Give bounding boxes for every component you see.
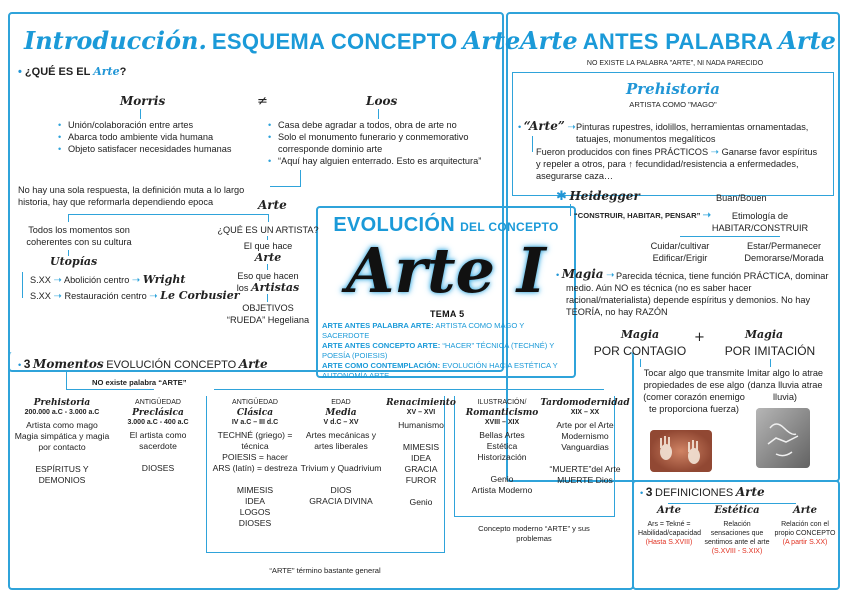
- loos-item: • Solo el monumento funerario y conmemorativo corresponde dominio arte: [268, 131, 498, 155]
- fueron-row: Fueron producidos con fines PRÁCTICOS ➝ Ganarse favor espíritus: [536, 147, 818, 158]
- def-note: (S.XVIII - S.XIX): [711, 548, 763, 555]
- momento-head: Tardomodernidad: [540, 398, 630, 408]
- moments-text: Todos los momentos son coherentes con su cultura: [26, 225, 132, 247]
- estar-group: [734, 240, 834, 264]
- cave-hands-image: [650, 430, 712, 472]
- el-que-hace: El que hace: [243, 241, 293, 251]
- estar-label: Estar/Permanecer: [746, 241, 822, 251]
- center-line: ARTE ANTES PALABRA ARTE: ARTISTA COMO MAGO Y SACERDOTE: [322, 321, 525, 340]
- loos-heading: Loos: [366, 94, 398, 108]
- artistas-label: Artistas: [251, 281, 300, 294]
- momentos-h-main: [214, 389, 604, 390]
- heidegger-row: ✱ Heidegger: [556, 188, 640, 203]
- loos-connector: [378, 109, 379, 119]
- momento-date: XVIII – XIX: [484, 419, 520, 426]
- momentos-script: Momentos: [33, 357, 104, 371]
- def-h-line: [668, 503, 796, 504]
- momento-column: [110, 398, 206, 474]
- momento-date: XIX – XX: [570, 409, 600, 416]
- loos-arrow-line-h: [270, 186, 301, 187]
- abolicion-label: Abolición centro: [63, 275, 130, 285]
- arte-termino-label: “ARTE” término bastante general: [269, 566, 381, 575]
- heidegger-label: Heidegger: [569, 189, 640, 203]
- no-answer-text: No hay una sola respuesta, la definición muta a lo largo historia, hay que reformarla dependiendo epoca: [18, 185, 245, 207]
- tree-right-drop: [268, 214, 269, 222]
- loos-list: [268, 119, 498, 167]
- loos-item: • “Aquí hay alguien enterrado. Esto es arquitectura”: [268, 155, 498, 167]
- question-text: ¿QUÉ ES EL: [24, 66, 94, 78]
- los-label: los: [236, 283, 249, 293]
- def-item: [703, 506, 771, 557]
- momento-column: [212, 398, 298, 529]
- bracket-bottom-2: [454, 516, 615, 517]
- sxx2-label: S.XX: [30, 291, 51, 301]
- pinturas-text: Pinturas rupestres, idolillos, herramientas ornamentadas, tatuajes, monumentos megalíticos: [576, 122, 809, 144]
- magia-text: Parecida técnica, tiene función PRÁCTICA, dominar medio. Aún NO es técnica (no es saber hacer racional/materialista) depende espíritus y demonios. No hay TEORÍA, no hay RAZÓN: [566, 271, 829, 317]
- etimologia-text: Etimología de HABITAR/CONSTRUIR: [711, 211, 809, 233]
- momento-body: Arte por el Arte Modernismo Vanguardias “MUERTE”del Arte MUERTE Dios: [549, 420, 621, 485]
- def-item: [774, 506, 836, 557]
- morris-item: • Objeto satisfacer necesidades humanas: [58, 143, 258, 155]
- restauracion-label: Restauración centro: [64, 291, 147, 301]
- definiciones-title: • 3 DEFINICIONES Arte: [640, 485, 765, 499]
- construir-row: “CONSTRUIR, HABITAR, PENSAR” ➝: [574, 210, 711, 221]
- question-heading: • ¿QUÉ ES EL Arte?: [18, 65, 127, 78]
- antes-title: [520, 26, 836, 55]
- momento-date: 3.000 a.C - 400 a.C: [127, 419, 189, 426]
- morris-item: • Abarca todo ambiente vida humana: [58, 131, 258, 143]
- fueron-connector: [532, 136, 533, 152]
- momento-column: [462, 398, 542, 496]
- contagio-text: Tocar algo que transmite propiedades de ese algo (comer corazón enemigo te proporciona fuerza): [643, 368, 745, 414]
- momentos-caps: EVOLUCIÓN CONCEPTO: [106, 359, 237, 371]
- heidegger-connector: [570, 204, 571, 216]
- loos-arrow-line: [300, 170, 301, 186]
- construir-text: “CONSTRUIR, HABITAR, PENSAR”: [574, 211, 701, 220]
- buan-label: Buan/Bouen: [716, 193, 767, 203]
- center-line: ARTE COMO CONTEMPLACIÓN: EVOLUCIÓN HACIA ESTÉTICA Y AUTONOMÍA ARTE: [322, 361, 558, 380]
- sxx-bracket: [22, 272, 23, 298]
- momento-head: ILUSTRACIÓN/: [477, 399, 527, 406]
- momento-body: Bellas Artes Estética Historización Genio Artista Moderno: [471, 430, 533, 495]
- momento-subhead: Preclásica: [132, 408, 184, 418]
- antes-subtitle: NO EXISTE LA PALABRA "ARTE", NI NADA PARECIDO: [586, 60, 764, 67]
- momento-subhead: Romanticismo: [465, 408, 539, 418]
- wright-label: Wright: [142, 273, 186, 286]
- momentos-title: • 3 Momentos EVOLUCIÓN CONCEPTO Arte: [18, 357, 268, 371]
- objetivos-label: OBJETIVOS: [242, 303, 294, 313]
- antes-title-arte: Arte: [520, 26, 578, 55]
- momento-date: V d.C – XV: [323, 419, 359, 426]
- def-note: (Hasta S.XVIII): [645, 539, 693, 546]
- momento-head: EDAD: [331, 399, 351, 406]
- por-imitacion-label: POR IMITACIÓN: [724, 344, 816, 358]
- morris-list: [58, 119, 258, 155]
- momentos-h-left: [66, 389, 154, 390]
- loos-item: • Casa debe agradar a todos, obra de arte no: [268, 119, 498, 131]
- definiciones-caps: DEFINICIONES: [655, 487, 734, 499]
- def-text: Ars = Tekné = Habilidad/capacidad: [638, 521, 702, 537]
- momento-body: Humanismo MIMESIS IDEA GRACIA FUROR Genio: [398, 420, 444, 507]
- definiciones-num: 3: [645, 485, 653, 499]
- momento-date: 200.000 a.C - 3.000 a.C: [24, 409, 100, 416]
- por-contagio-label: POR CONTAGIO: [593, 344, 687, 358]
- repeler-text: y repeler a otros, para ↑ fecundidad/resistencia a enfermedades, asegurarse caza…: [536, 159, 799, 181]
- def-head: Arte: [792, 505, 817, 516]
- plus-symbol: +: [694, 330, 705, 345]
- prehistoria-heading: Prehistoria: [625, 80, 721, 98]
- momento-subhead: Media: [325, 408, 357, 418]
- def-text: Relación con el propio CONCEPTO: [774, 521, 836, 537]
- momento-head: Renacimiento: [386, 398, 456, 408]
- momento-body: TECHNÉ (griego) = técnica POIESIS = hacer ARS (latín) = destreza MIMESIS IDEA LOGOS DIOSES: [212, 430, 298, 528]
- tema-label: TEMA 5: [430, 309, 465, 319]
- antes-title-caps: ANTES PALABRA: [582, 29, 774, 54]
- rueda-label: “RUEDA” Hegeliana: [226, 315, 310, 325]
- momento-head: ANTIGÜEDAD: [232, 399, 278, 406]
- momento-date: XV – XVI: [406, 409, 436, 416]
- neq-symbol: ≠: [257, 94, 268, 109]
- momento-column: [540, 398, 630, 486]
- utopias-heading: Utopías: [50, 255, 98, 268]
- bracket-antiguedad: [206, 396, 207, 552]
- magia-row: • Magia ➝: [556, 267, 615, 281]
- definiciones-arte: Arte: [735, 485, 765, 499]
- question-arte: Arte: [93, 65, 120, 78]
- def-text: Relación sensaciones que sentimos ante el arte: [704, 521, 770, 546]
- intro-title-arte: Arte: [462, 26, 521, 55]
- question-end: ?: [119, 66, 127, 78]
- momento-column: [14, 398, 110, 486]
- evolucion-label: EVOLUCIÓN: [333, 214, 455, 236]
- morris-heading: Morris: [120, 94, 166, 108]
- rock-art-image: [756, 408, 810, 468]
- who-artist: [210, 224, 326, 326]
- intro-title-script: Introducción.: [24, 26, 207, 55]
- momento-subhead: Clásica: [236, 408, 274, 418]
- imitacion-text: Imitar algo lo atrae (danza lluvia atrae lluvia): [746, 368, 824, 402]
- def-columns: [638, 506, 836, 557]
- def-note: (A partir S.XX): [782, 539, 828, 546]
- momentos-num: 3: [23, 357, 31, 371]
- def-head: Arte: [656, 505, 681, 516]
- who-artist-heading: ¿QUÉ ES UN ARTISTA?: [217, 225, 319, 235]
- intro-title: [24, 26, 520, 55]
- morris-item: • Unión/colaboración entre artes: [58, 119, 258, 131]
- eso-que-hacen: Eso que hacen: [237, 271, 299, 281]
- sxx-row-1: S.XX ➝ Abolición centro ➝ Wright: [30, 273, 186, 286]
- etim-h-line: [680, 236, 780, 237]
- fueron-text: Fueron producidos con fines PRÁCTICOS: [536, 147, 709, 157]
- cuidar-group: [630, 240, 730, 264]
- arte-q-label: “Arte”: [523, 119, 565, 133]
- demorarse-label: Demorarse/Morada: [744, 253, 824, 263]
- tree-h-line: [68, 214, 268, 215]
- imitacion-connector: [770, 359, 771, 367]
- momento-date: IV a.C – III d.C: [231, 419, 279, 426]
- los-artistas: [210, 282, 326, 294]
- def-item: [638, 506, 700, 557]
- center-lines: [322, 321, 572, 381]
- magia2-label: Magia: [744, 328, 784, 341]
- center-line: ARTE ANTES CONCEPTO ARTE: “HACER” TÉCNICA (TECHNÉ) Y POESÍA (POIESIS): [322, 341, 555, 360]
- sxx-row-2: S.XX ➝ Restauración centro ➝ Le Corbusier: [30, 289, 240, 302]
- contagio-connector: [640, 359, 641, 367]
- arte-node: Arte: [258, 198, 287, 212]
- morris-connector: [140, 109, 141, 119]
- intro-title-caps: ESQUEMA CONCEPTO: [211, 29, 458, 54]
- momentos-stem: [66, 372, 67, 390]
- magia1-label: Magia: [620, 328, 660, 341]
- momento-column: [300, 398, 382, 507]
- antes-title-arte2: Arte: [778, 26, 836, 55]
- sxx1-label: S.XX: [30, 275, 51, 285]
- momento-body: Artista como mago Magia simpática y magia por contacto ESPÍRITUS Y DEMONIOS: [14, 420, 110, 485]
- bracket-bottom-1: [206, 552, 445, 553]
- momento-head: Prehistoria: [33, 398, 91, 408]
- center-arte-big: Arte I: [346, 234, 546, 307]
- cuidar-label: Cuidar/cultivar: [650, 241, 710, 251]
- def-head: Estética: [714, 505, 760, 516]
- momento-column: [380, 398, 462, 508]
- arte-who: Arte: [254, 251, 282, 264]
- ganarse-text: Ganarse favor espíritus: [721, 147, 818, 157]
- no-existe-label: NO existe palabra “ARTE”: [92, 378, 187, 387]
- edificar-label: Edificar/Erigir: [652, 253, 708, 263]
- momentos-arte: Arte: [238, 357, 268, 371]
- momento-body: El artista como sacerdote DIOSES: [129, 430, 187, 473]
- magia-label: Magia: [561, 267, 604, 281]
- artista-mago: ARTISTA COMO "MAGO": [629, 100, 717, 109]
- corbusier-label: Le Corbusier: [160, 289, 240, 302]
- del-concepto-label: DEL CONCEPTO: [460, 220, 559, 234]
- concepto-moderno-label: Concepto moderno “ARTE” y sus problemas: [478, 524, 590, 543]
- tree-left-drop: [68, 214, 69, 222]
- arte-q-row: • “Arte” ➝: [518, 119, 576, 133]
- momento-body: Artes mecánicas y artes liberales Trivium y Quadrivium DIOS GRACIA DIVINA: [300, 430, 382, 506]
- momento-head: ANTIGÜEDAD: [135, 399, 181, 406]
